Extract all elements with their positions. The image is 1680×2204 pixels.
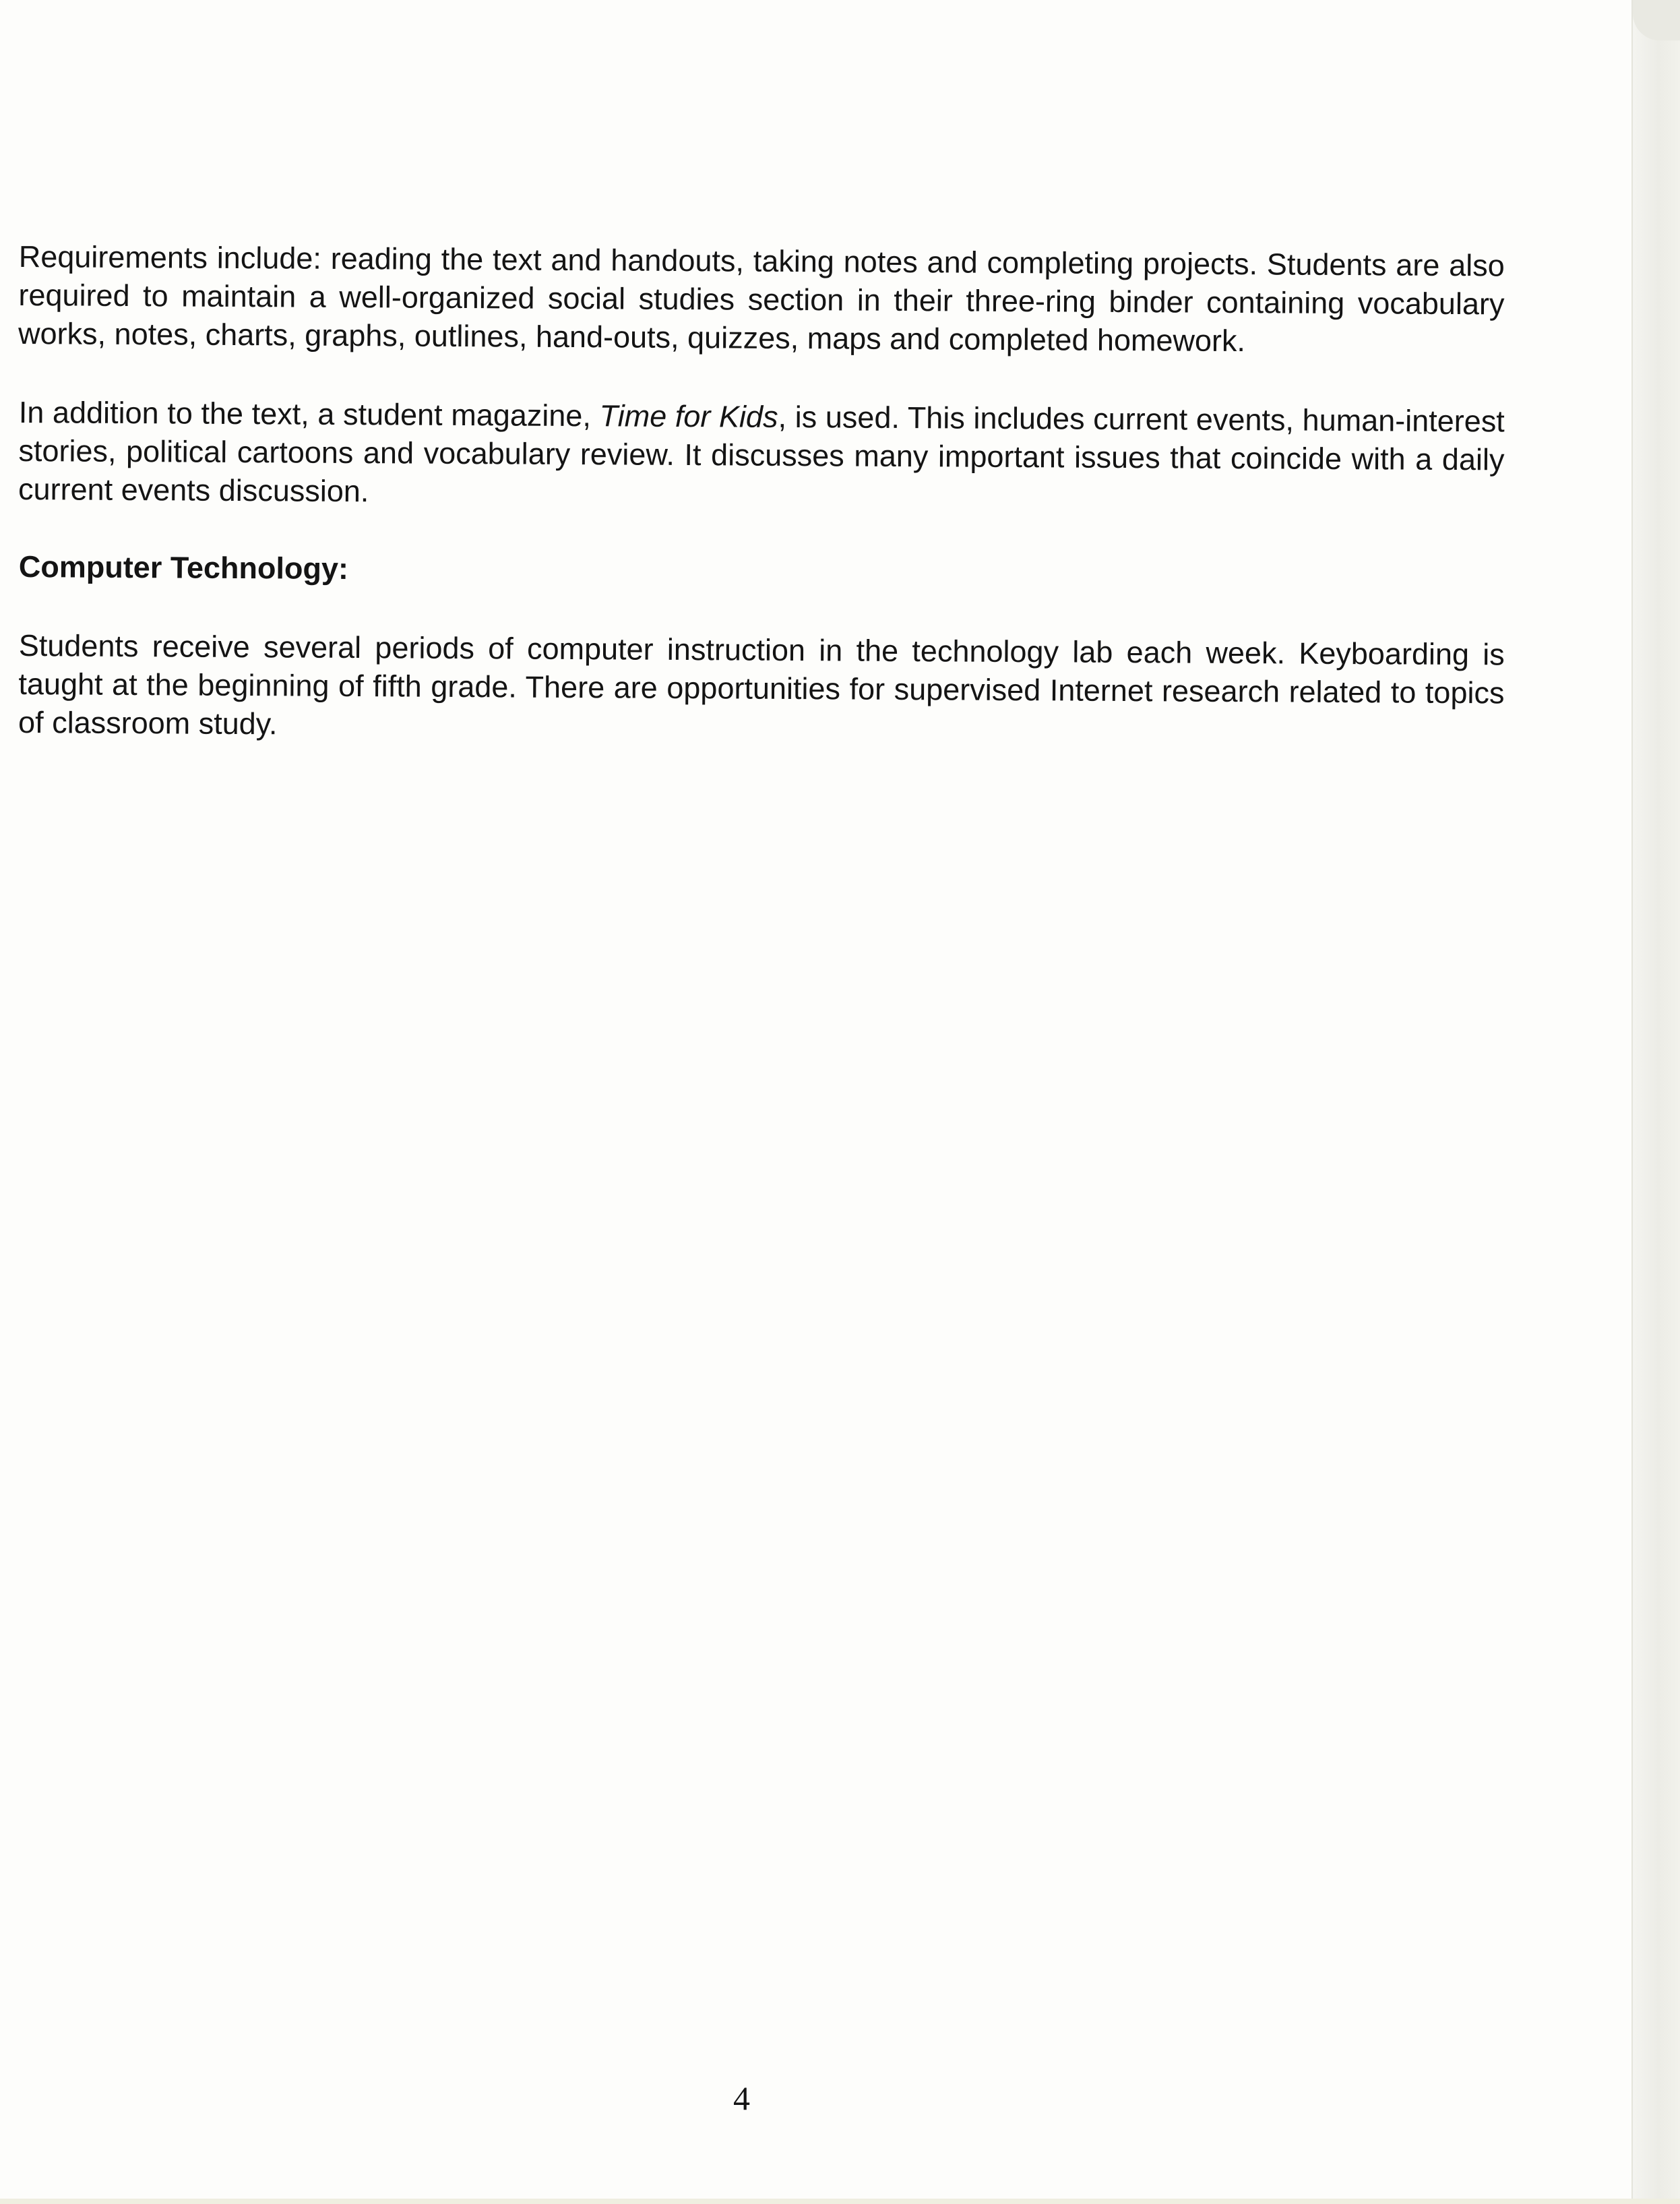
paragraph-text-end: , is used. This includes current events, human-interest stories, political cartoons and vocabulary review. It discusses many important issues that coincide with a daily current events discussion. — [18, 399, 1505, 509]
page-bottom-edge — [0, 2199, 1680, 2204]
computer-technology-paragraph: Students receive several periods of computer instruction in the technology lab each week. Keyboarding is taught at the beginning of fifth grade. There are opportunities for supervised Internet research related to topics of classroom study. — [18, 627, 1505, 741]
page-edge-shadow — [1631, 0, 1680, 2204]
time-for-kids-paragraph — [18, 393, 1505, 517]
magazine-title: Time for Kids — [599, 398, 778, 434]
paragraph-text-start: In addition to the text, a student magazine, — [18, 394, 600, 433]
page-number: 4 — [733, 2079, 750, 2117]
requirements-paragraph: Requirements include: reading the text and handouts, taking notes and completing projects. Students are also required to maintain a well-organized social studies section in their three-ring binder containing vocabulary works, notes, charts, graphs, outlines, hand-outs, quizzes, maps and completed homework. — [18, 239, 1505, 359]
section-heading: Computer Technology: — [18, 549, 349, 586]
page-body — [19, 237, 1505, 741]
